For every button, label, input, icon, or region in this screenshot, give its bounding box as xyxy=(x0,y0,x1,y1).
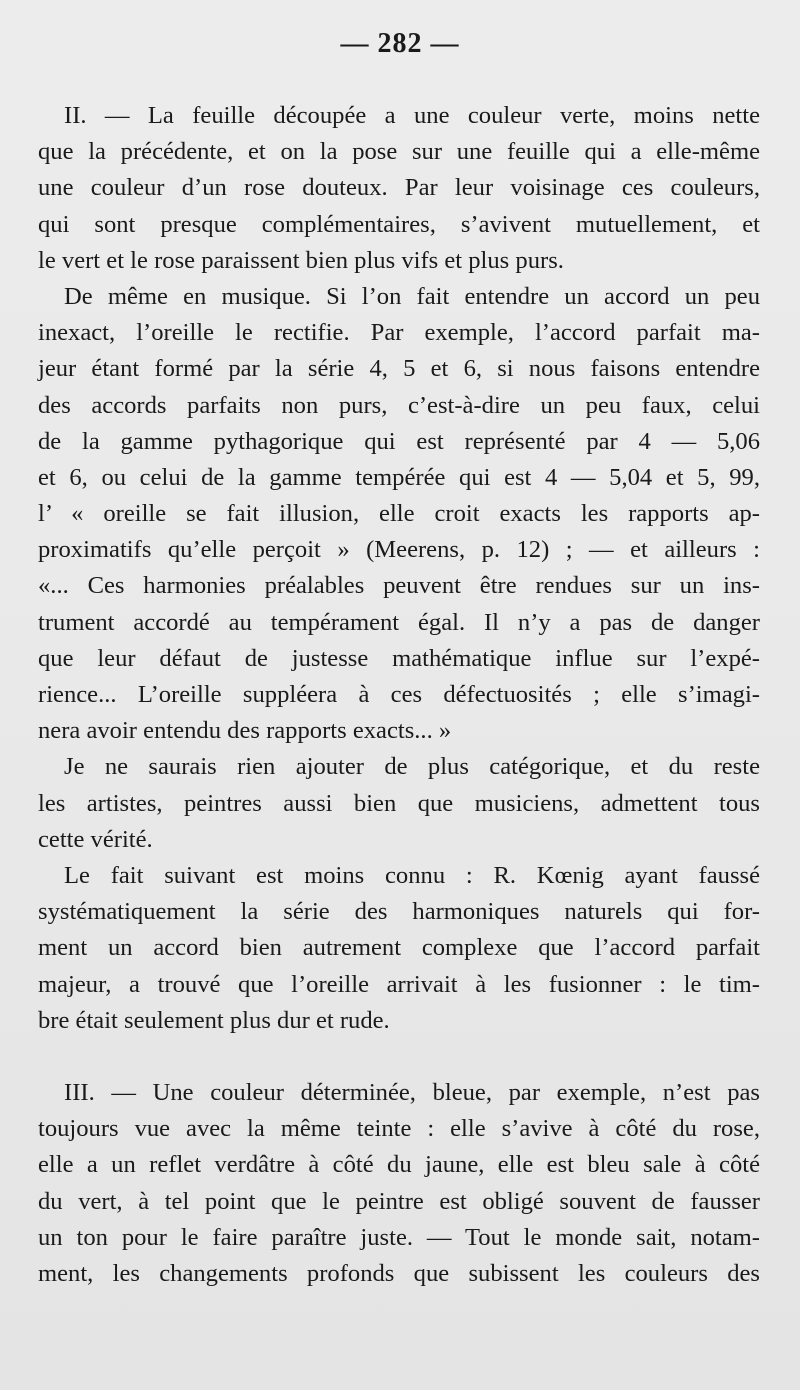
text-line: rience... L’oreille suppléera à ces défectuosités ; elle s’imagi- xyxy=(38,681,760,708)
text-line: proximatifs qu’elle perçoit » (Meerens, p. 12) ; — et ailleurs : xyxy=(38,536,760,564)
text-line: Je ne saurais rien ajouter de plus catégorique, et du reste xyxy=(64,753,760,781)
text-line: et 6, ou celui de la gamme tempérée qui est 4 — 5,04 et 5, 99, xyxy=(38,463,760,491)
page-number: — 282 — xyxy=(340,28,460,59)
text-line: Le fait suivant est moins connu : R. Kœnig ayant faussé xyxy=(64,861,760,889)
text-line: des accords parfaits non purs, c’est-à-dire un peu faux, celui xyxy=(38,391,760,419)
text-line: une couleur d’un rose douteux. Par leur voisinage ces couleurs, xyxy=(38,174,760,202)
text-line: que la précédente, et on la pose sur une feuille qui a elle-même xyxy=(38,138,760,166)
text-line: trument accordé au tempérament égal. Il n’y a pas de danger xyxy=(38,608,760,636)
text-line: que leur défaut de justesse mathématique influe sur l’expé- xyxy=(38,644,760,672)
text-line: de la gamme pythagorique qui est représenté par 4 — 5,06 xyxy=(38,427,760,455)
text-line: qui sont presque complémentaires, s’avivent mutuellement, et xyxy=(38,210,760,238)
text-line: nera avoir entendu des rapports exacts... » xyxy=(38,717,452,745)
body-text xyxy=(38,98,760,1292)
section-gap xyxy=(38,1039,760,1075)
text-line: toujours vue avec la même teinte : elle s’avive à côté du rose, xyxy=(38,1115,760,1143)
text-line: cette vérité. xyxy=(38,825,153,853)
text-line: l’ « oreille se fait illusion, elle croit exacts les rapports ap- xyxy=(38,500,760,528)
text-line: jeur étant formé par la série 4, 5 et 6, si nous faisons entendre xyxy=(38,355,760,383)
text-line: II. — La feuille découpée a une couleur verte, moins nette xyxy=(64,102,760,129)
text-line: les artistes, peintres aussi bien que musiciens, admettent tous xyxy=(38,789,760,817)
text-line: «... Ces harmonies préalables peuvent être rendues sur un ins- xyxy=(38,572,760,600)
text-line: bre était seulement plus dur et rude. xyxy=(38,1006,390,1034)
text-line: elle a un reflet verdâtre à côté du jaune, elle est bleu sale à côté xyxy=(38,1151,760,1179)
text-line: ment, les changements profonds que subissent les couleurs des xyxy=(38,1260,760,1287)
text-line: du vert, à tel point que le peintre est obligé souvent de fausser xyxy=(38,1187,760,1215)
text-line: III. — Une couleur déterminée, bleue, par exemple, n’est pas xyxy=(64,1079,760,1107)
text-line: systématiquement la série des harmoniques naturels qui for- xyxy=(38,898,760,926)
text-line: le vert et le rose paraissent bien plus vifs et plus purs. xyxy=(38,246,564,274)
text-line: inexact, l’oreille le rectifie. Par exemple, l’accord parfait ma- xyxy=(38,319,760,347)
text-line: De même en musique. Si l’on fait entendre un accord un peu xyxy=(64,282,760,310)
text-line: un ton pour le faire paraître juste. — Tout le monde sait, notam- xyxy=(38,1223,760,1251)
text-line: ment un accord bien autrement complexe que l’accord parfait xyxy=(38,934,760,962)
text-line: majeur, a trouvé que l’oreille arrivait à les fusionner : le tim- xyxy=(38,970,760,998)
